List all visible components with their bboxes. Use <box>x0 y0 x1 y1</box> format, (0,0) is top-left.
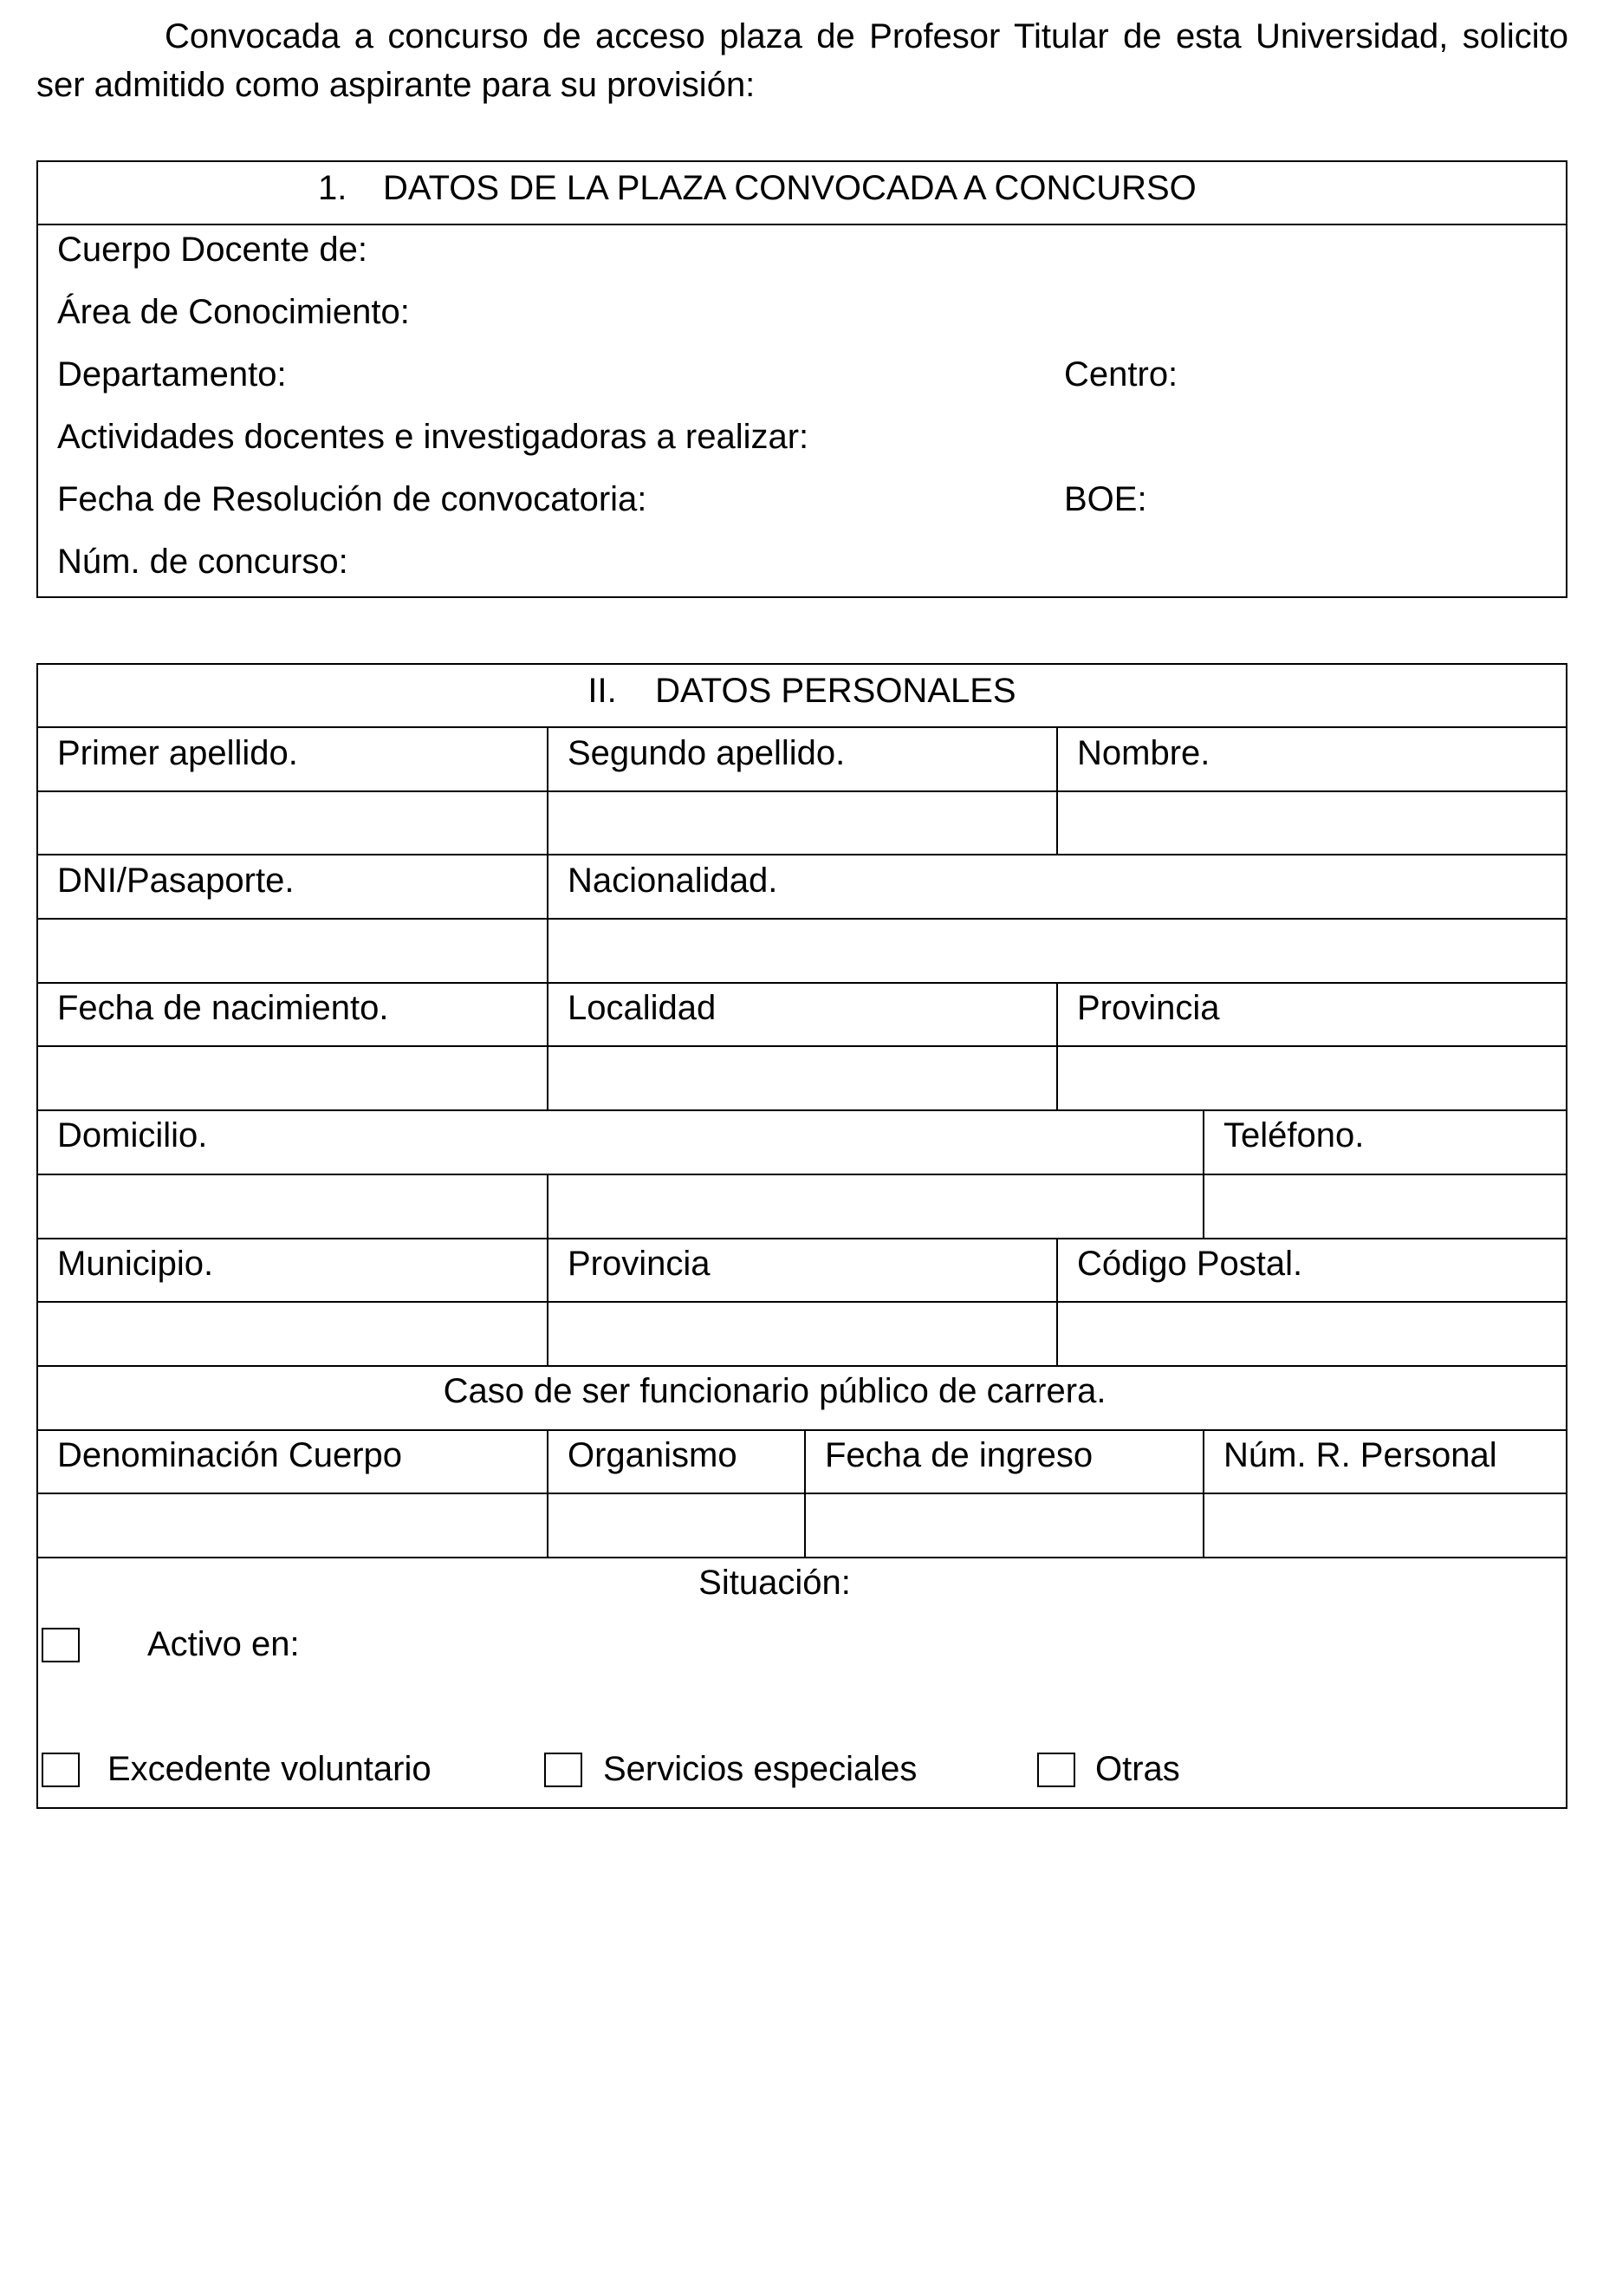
label-dni: DNI/Pasaporte. <box>57 862 295 900</box>
field-provincia-domicilio[interactable] <box>548 1303 1056 1365</box>
field-primer-apellido[interactable] <box>38 792 547 854</box>
row-actividades[interactable] <box>38 413 1566 475</box>
label-num-registro-personal: Núm. R. Personal <box>1223 1436 1497 1474</box>
label-fecha-nacimiento: Fecha de nacimiento. <box>57 989 389 1027</box>
field-provincia[interactable] <box>1058 1047 1566 1109</box>
row-area-conocimiento[interactable] <box>38 288 1566 350</box>
situacion-heading: Situación: <box>698 1564 851 1602</box>
field-denominacion-cuerpo[interactable] <box>38 1494 547 1557</box>
funcionario-heading: Caso de ser funcionario público de carrera. <box>443 1372 1107 1410</box>
label-primer-apellido: Primer apellido. <box>57 734 298 772</box>
field-segundo-apellido[interactable] <box>548 792 1056 854</box>
row-num-concurso[interactable] <box>38 537 1566 600</box>
label-departamento: Departamento: <box>57 355 287 394</box>
section-2-title: DATOS PERSONALES <box>655 672 1016 710</box>
label-organismo: Organismo <box>568 1436 737 1474</box>
section-datos-personales <box>36 663 1567 1809</box>
section-1-title: DATOS DE LA PLAZA CONVOCADA A CONCURSO <box>383 169 1197 207</box>
label-cuerpo-docente: Cuerpo Docente de: <box>57 231 368 269</box>
field-nombre[interactable] <box>1058 792 1566 854</box>
servicios-especiales-label: Servicios especiales <box>603 1750 918 1788</box>
label-fecha-resolucion: Fecha de Resolución de convocatoria: <box>57 480 647 518</box>
intro-paragraph: Convocada a concurso de acceso plaza de Profesor Titular de esta Universidad, solicito ser admitido como aspirante para su provisión: <box>36 17 1568 104</box>
label-area-conocimiento: Área de Conocimiento: <box>57 293 410 331</box>
section-plaza-convocada <box>36 160 1567 598</box>
row-fecha-resolucion[interactable] <box>38 475 1566 537</box>
field-codigo-postal[interactable] <box>1058 1303 1566 1365</box>
activo-en-label: Activo en: <box>147 1625 300 1663</box>
label-domicilio: Domicilio. <box>57 1116 208 1155</box>
section-2-header <box>38 667 1566 715</box>
label-num-concurso: Núm. de concurso: <box>57 543 348 581</box>
field-dni[interactable] <box>38 920 547 982</box>
row-cuerpo-docente[interactable] <box>38 225 1566 288</box>
label-actividades: Actividades docentes e investigadoras a realizar: <box>57 418 809 456</box>
row-departamento[interactable] <box>38 350 1566 413</box>
field-nacionalidad[interactable] <box>548 920 1566 982</box>
label-nombre: Nombre. <box>1077 734 1210 772</box>
field-localidad[interactable] <box>548 1047 1056 1109</box>
label-codigo-postal: Código Postal. <box>1077 1245 1303 1283</box>
activo-en-checkbox[interactable] <box>42 1628 80 1662</box>
excedente-voluntario-checkbox[interactable] <box>42 1753 80 1787</box>
label-segundo-apellido: Segundo apellido. <box>568 734 846 772</box>
label-provincia-domicilio: Provincia <box>568 1245 711 1283</box>
otras-label: Otras <box>1095 1750 1180 1788</box>
label-localidad: Localidad <box>568 989 717 1027</box>
field-num-registro-personal[interactable] <box>1204 1494 1566 1557</box>
label-denominacion-cuerpo: Denominación Cuerpo <box>57 1436 403 1474</box>
excedente-voluntario-label: Excedente voluntario <box>107 1750 432 1788</box>
servicios-especiales-checkbox[interactable] <box>544 1753 582 1787</box>
field-domicilio-b[interactable] <box>548 1175 1203 1238</box>
label-provincia: Provincia <box>1077 989 1220 1027</box>
field-fecha-ingreso[interactable] <box>806 1494 1203 1557</box>
label-nacionalidad: Nacionalidad. <box>568 862 778 900</box>
label-centro: Centro: <box>1064 355 1178 394</box>
label-municipio: Municipio. <box>57 1245 214 1283</box>
field-fecha-nacimiento[interactable] <box>38 1047 547 1109</box>
label-fecha-ingreso: Fecha de ingreso <box>825 1436 1094 1474</box>
field-municipio[interactable] <box>38 1303 547 1365</box>
field-organismo[interactable] <box>548 1494 804 1557</box>
field-domicilio-a[interactable] <box>38 1175 547 1238</box>
otras-checkbox[interactable] <box>1037 1753 1075 1787</box>
section-2-number: II. <box>587 672 617 710</box>
section-1-header <box>38 162 1566 225</box>
section-1-number: 1. <box>318 169 347 207</box>
label-boe: BOE: <box>1064 480 1147 518</box>
label-telefono: Teléfono. <box>1223 1116 1365 1155</box>
field-telefono[interactable] <box>1204 1175 1566 1238</box>
